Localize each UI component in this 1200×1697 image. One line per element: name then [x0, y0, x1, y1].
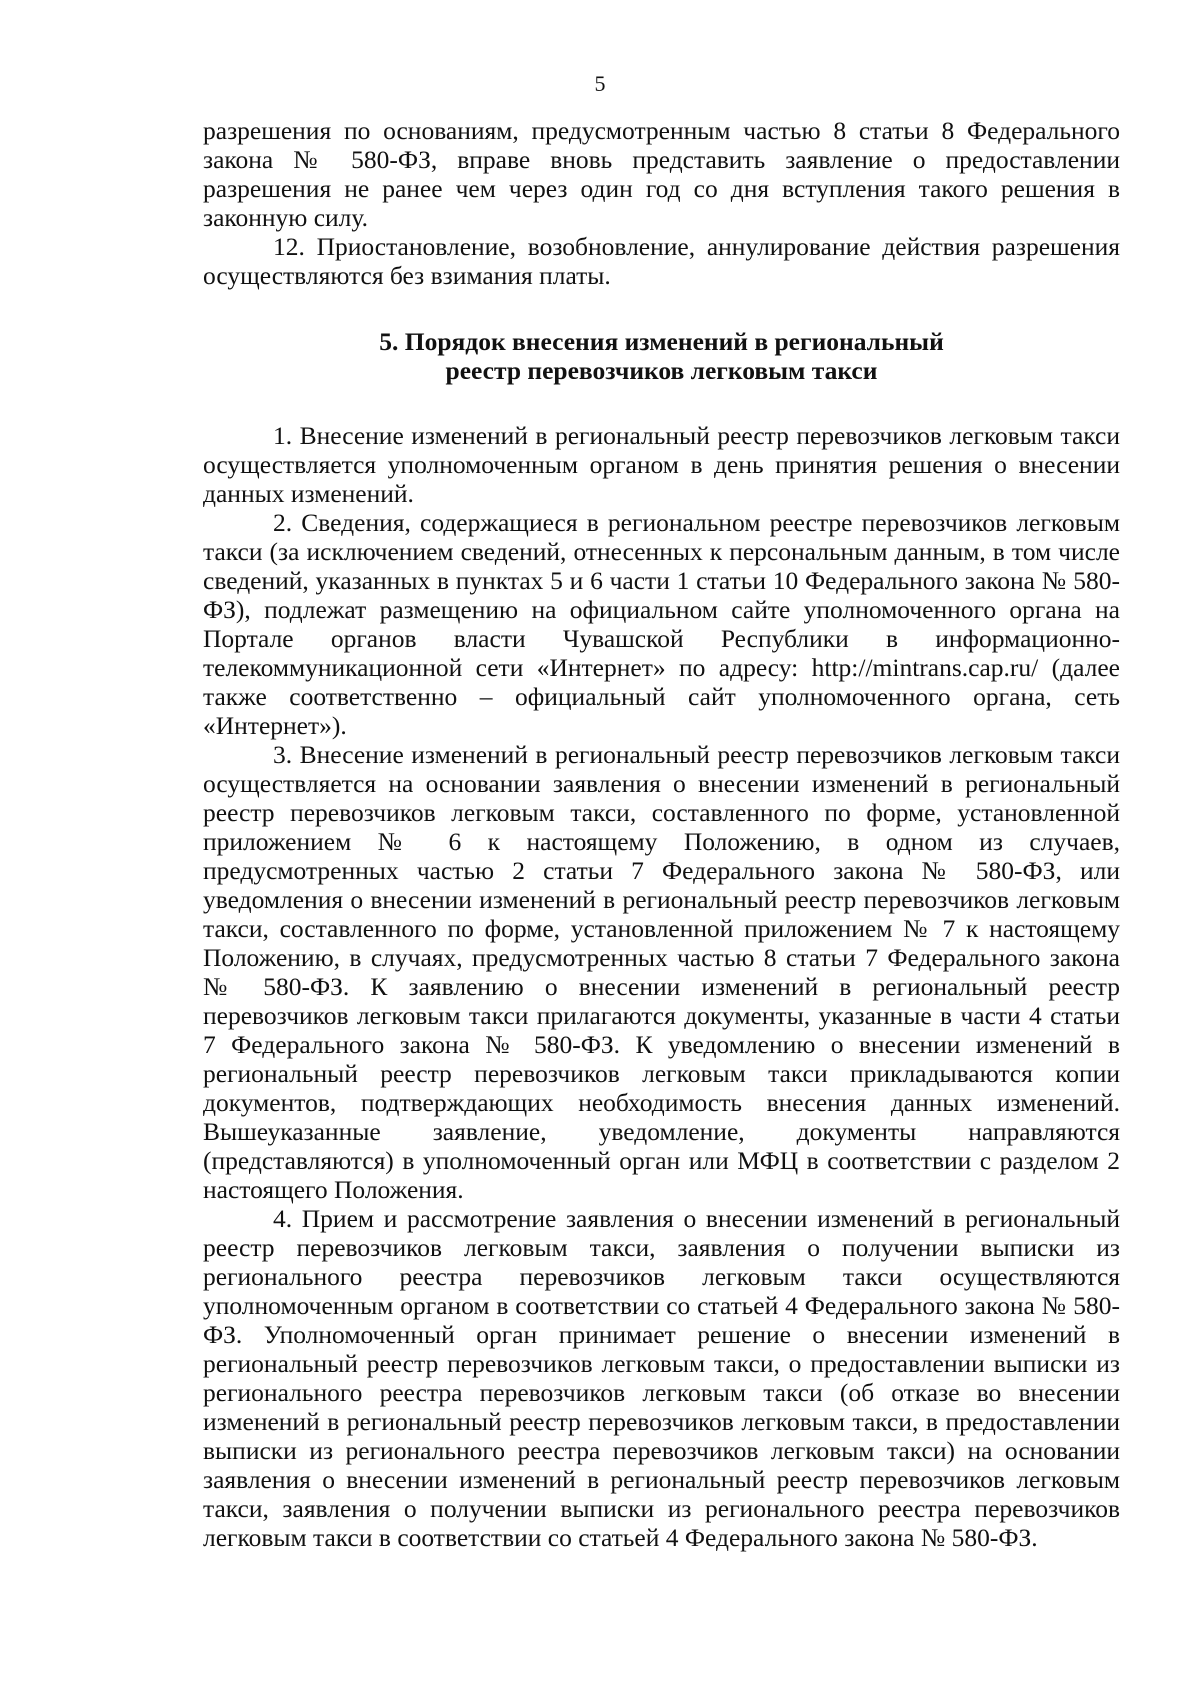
section-heading: [203, 327, 1120, 385]
section-heading-line-2: реестр перевозчиков легковым такси: [445, 356, 878, 385]
page-number: 5: [594, 71, 606, 96]
paragraph-item-3: 3. Внесение изменений в региональный реестр перевозчиков легковым такси осуществляется на основании заявления о внесении изменений в региональный реестр перевозчиков легковым такси, составленного по форме, установленной приложением № 6 к настоящему Положению, в одном из случаев, предусмотренных частью 2 статьи 7 Федерального закона № 580-ФЗ, или уведомления о внесении изменений в региональный реестр перевозчиков легковым такси, составленного по форме, установленной приложением № 7 к настоящему Положению, в случаях, предусмотренных частью 8 статьи 7 Федерального закона № 580-ФЗ. К заявлению о внесении изменений в региональный реестр перевозчиков легковым такси прилагаются документы, указанные в части 4 статьи 7 Федерального закона № 580-ФЗ. К уведомлению о внесении изменений в региональный реестр перевозчиков легковым такси прикладываются копии документов, подтверждающих необходимость внесения данных изменений. Вышеуказанные заявление, уведомление, документы направляются (представляются) в уполномоченный орган или МФЦ в соответствии с разделом 2 настоящего Положения.: [203, 740, 1120, 1204]
paragraph-item-4: 4. Прием и рассмотрение заявления о внесении изменений в региональный реестр перевозчиков легковым такси, заявления о получении выписки из регионального реестра перевозчиков легковым такси осуществляются уполномоченным органом в соответствии со статьей 4 Федерального закона № 580-ФЗ. Уполномоченный орган принимает решение о внесении изменений в региональный реестр перевозчиков легковым такси, о предоставлении выписки из регионального реестра перевозчиков легковым такси (об отказе во внесении изменений в региональный реестр перевозчиков легковым такси, в предоставлении выписки из регионального реестра перевозчиков легковым такси) на основании заявления о внесении изменений в региональный реестр перевозчиков легковым такси, заявления о получении выписки из регионального реестра перевозчиков легковым такси в соответствии со статьей 4 Федерального закона № 580-ФЗ.: [203, 1204, 1120, 1552]
paragraph-item-1: 1. Внесение изменений в региональный реестр перевозчиков легковым такси осуществляется уполномоченным органом в день принятия решения о внесении данных изменений.: [203, 421, 1120, 508]
paragraph-item-12: 12. Приостановление, возобновление, аннулирование действия разрешения осуществляются без взимания платы.: [203, 232, 1120, 290]
document-body: [203, 116, 1120, 1552]
section-heading-line-1: 5. Порядок внесения изменений в региональный: [379, 327, 944, 356]
paragraph-item-2: 2. Сведения, содержащиеся в региональном реестре перевозчиков легковым такси (за исключением сведений, отнесенных к персональным данным, в том числе сведений, указанных в пунктах 5 и 6 части 1 статьи 10 Федерального закона № 580-ФЗ), подлежат размещению на официальном сайте уполномоченного органа на Портале органов власти Чувашской Республики в информационно-телекоммуникационной сети «Интернет» по адресу: http://mintrans.cap.ru/ (далее также соответственно – официальный сайт уполномоченного органа, сеть «Интернет»).: [203, 508, 1120, 740]
paragraph-continuation: разрешения по основаниям, предусмотренным частью 8 статьи 8 Федерального закона № 580-ФЗ, вправе вновь представить заявление о предоставлении разрешения не ранее чем через один год со дня вступления такого решения в законную силу.: [203, 116, 1120, 232]
